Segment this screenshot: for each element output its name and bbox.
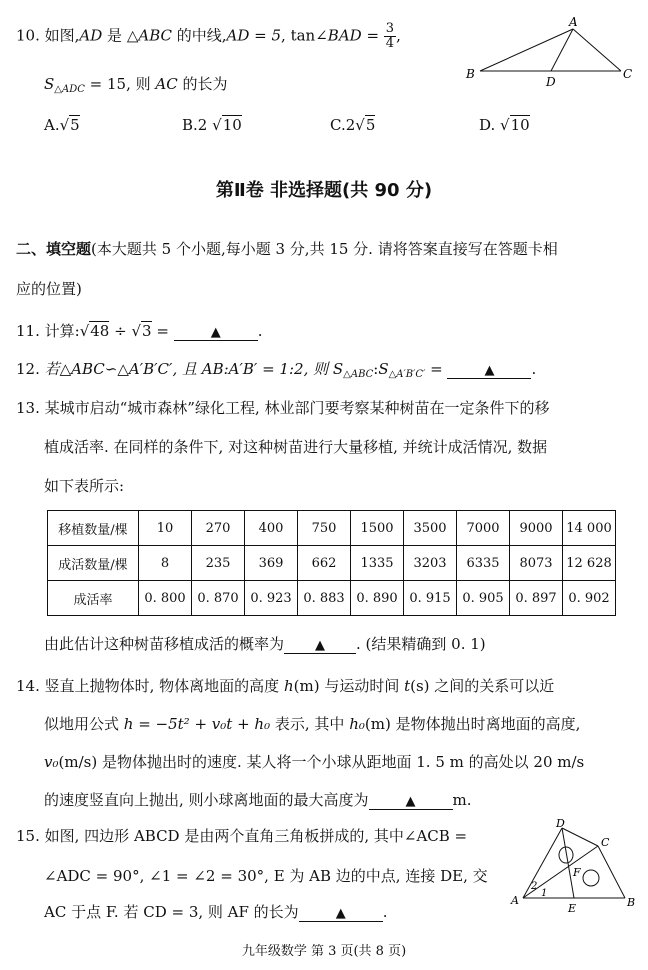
table-cell: 662 [298,546,351,581]
section-title: 第Ⅱ卷 非选择题(共 90 分) [215,180,433,201]
sqrt-symbol: √ [355,116,365,134]
table-cell: 8073 [510,546,563,581]
table-cell: 235 [192,546,245,581]
table-cell: 0. 870 [192,581,245,616]
q10-option-b [182,116,242,134]
answer-triangle-icon: ▲ [405,794,416,809]
table-cell: 369 [245,546,298,581]
q10-var: ABC [138,26,172,45]
q10-option-a [44,116,80,134]
q14-formula: h = −5t² + v₀t + h₀ [123,715,271,733]
fig-label-f: F [573,866,581,879]
fig-label-b: B [466,67,475,81]
q10-text: 是 △ [102,26,139,45]
q11-number: 11. [16,322,40,340]
table-cell: 12 628 [563,546,616,581]
table-cell: 0. 915 [404,581,457,616]
q12-area-symbol: S [378,360,389,378]
q10-number: 10. [16,26,40,45]
q14-text: 表示, 其中 [270,715,350,733]
fig-label-d: D [556,817,565,830]
option-label: A. [44,116,60,134]
q12-area-sub: △A′B′C′ [388,369,426,380]
q13-after-table [44,634,486,654]
q10-var: BAD [327,26,362,45]
table-cell: 3203 [404,546,457,581]
table-cell: 0. 897 [510,581,563,616]
survival-rate-table [47,510,616,616]
q11-text: . [257,322,263,340]
table-cell: 9000 [510,511,563,546]
q14-text: (m) 是物体抛出时离地面的高度, [364,715,581,733]
q14-line2 [44,714,580,734]
q12-text: : [373,360,379,378]
q14-var: h₀ [349,715,365,733]
q14-var: h [283,677,294,695]
q14-answer-blank[interactable] [369,791,453,810]
answer-triangle-icon: ▲ [484,363,495,378]
q12-number: 12. [16,360,40,378]
q11-radicand: 48 [90,322,110,340]
option-radicand: 5 [365,116,376,134]
q11-text: ÷ [109,322,132,340]
table-row-header: 成活率 [48,581,139,616]
q10-text: = 15, 则 [84,75,156,93]
q10-text: 如图, [44,26,80,45]
q15-text: ∠ADC = 90°, ∠1 = ∠2 = 30°, E 为 AB 边的中点, 连接 DE, 交 [44,867,488,885]
q14-text: (s) 之间的关系可以近 [410,677,555,695]
q13-line2 [44,437,547,457]
q14-line3 [44,752,584,772]
q14-line1 [16,676,554,696]
table-cell: 0. 883 [298,581,351,616]
table-cell: 14 000 [563,511,616,546]
option-label: C. [330,116,346,134]
q13-text: 如下表所示: [44,477,125,495]
part2-line2 [16,279,82,299]
q13-text: . (结果精确到 0. 1) [356,635,486,653]
q10-var: AC [155,75,178,93]
answer-triangle-icon: ▲ [335,906,346,921]
option-radicand: 5 [70,116,80,134]
table-cell: 7000 [457,511,510,546]
answer-triangle-icon: ▲ [315,638,326,653]
q10-line2 [44,74,227,100]
option-label: B. [182,116,198,134]
q14-text: (m/s) 是物体抛出时的速度. 某人将一个小球从距地面 1. 5 m 的高处以 20 m/s [58,753,585,771]
table-cell: 0. 905 [457,581,510,616]
q11-text: = [151,322,174,340]
q15-number: 15. [16,827,40,845]
q14-text: 似地用公式 [44,715,124,733]
q12-text: = [425,360,448,378]
option-coef: 2 [345,116,356,134]
q10-option-d [479,116,530,134]
q15-quadrilateral-figure [503,816,648,918]
q12-text: 若△ABC∽△A′B′C′, 且 AB:A′B′ = 1:2, 则 [44,360,333,378]
q13-line3 [44,476,124,496]
table-cell: 0. 890 [351,581,404,616]
answer-triangle-icon: ▲ [210,325,221,340]
fig-label-d: D [546,75,556,89]
part2-instructions: (本大题共 5 个小题,每小题 3 分,共 15 分. 请将答案直接写在答题卡相 [91,240,558,258]
q10-fraction [384,22,396,51]
q13-text: 植成活率. 在同样的条件下, 对这种树苗进行大量移植, 并统计成活情况, 数据 [44,438,548,456]
table-row [48,546,616,581]
q12-area-symbol: S [332,360,344,378]
part2-line1 [16,239,558,259]
fig-label-b: B [627,896,636,909]
q13-text: 由此估计这种树苗移植成活的概率为 [44,635,285,653]
option-coef: 2 [197,116,208,134]
sqrt-symbol: √ [500,116,510,134]
page-footer: 九年级数学 第 3 页(共 8 页) [241,944,407,959]
q10-text: , [396,26,401,45]
fig-label-c: C [623,67,633,81]
q10-text: 的中线, [171,26,227,45]
q10-text: 的长为 [177,75,228,93]
table-cell: 1500 [351,511,404,546]
q12 [16,359,536,385]
q13-answer-blank[interactable] [284,635,356,654]
q15-line3 [44,902,387,922]
table-cell: 0. 923 [245,581,298,616]
frac-denominator: 4 [385,36,395,51]
q14-number: 14. [16,677,40,695]
table-row-header: 移植数量/棵 [48,511,139,546]
q10-var: AD [79,26,103,45]
table-cell: 0. 800 [139,581,192,616]
table-cell: 750 [298,511,351,546]
q10-triangle-figure [462,14,642,94]
table-row [48,511,616,546]
option-label: D. [479,116,496,134]
q15-text: AC 于点 F. 若 CD = 3, 则 AF 的长为 [44,903,299,921]
q10-area-sub: △ADC [54,84,85,95]
sqrt-symbol: √ [212,116,222,134]
q11-radicand: 3 [142,322,152,340]
q12-text: . [531,360,537,378]
q15-text: 如图, 四边形 ABCD 是由两个直角三角板拼成的, 其中∠ACB = [44,827,468,845]
q11-answer-blank[interactable] [174,322,258,341]
q14-var: t [404,677,411,695]
table-cell: 1335 [351,546,404,581]
table-cell: 10 [139,511,192,546]
q14-text: (m) 与运动时间 [293,677,405,695]
table-cell: 0. 902 [563,581,616,616]
table-cell: 8 [139,546,192,581]
option-radicand: 10 [510,116,530,134]
table-row [48,581,616,616]
part2-instructions-cont: 应的位置) [16,280,82,298]
fig-label-c: C [601,836,610,849]
fig-label-a: A [569,15,578,29]
q15-line2 [44,866,488,886]
sqrt-symbol: √ [79,322,90,340]
option-radicand: 10 [222,116,242,134]
q14-text: 竖直上抛物体时, 物体离地面的高度 [44,677,284,695]
q15-answer-blank[interactable] [299,903,383,922]
q13-number: 13. [16,399,40,417]
q15-text: . [382,903,388,921]
sqrt-symbol: √ [131,322,142,340]
q14-var: v₀ [44,753,59,771]
part2-heading: 二、填空题 [16,240,92,258]
q12-answer-blank[interactable] [447,360,531,379]
q10-text: , tan∠ [281,26,328,45]
q10-var: AD = 5 [226,26,282,45]
q14-line4 [44,790,472,810]
q10-line1 [16,22,401,51]
fig-label-a: A [511,894,519,907]
q14-text: 的速度竖直向上抛出, 则小球离地面的最大高度为 [44,791,369,809]
q11 [16,321,262,341]
table-row-header: 成活数量/棵 [48,546,139,581]
q13-line1 [16,398,550,418]
table-cell: 270 [192,511,245,546]
q13-text: 某城市启动“城市森林”绿化工程, 林业部门要考察某种树苗在一定条件下的移 [44,399,550,417]
fig-angle-1: 1 [541,888,548,899]
table-cell: 3500 [404,511,457,546]
q10-text: = [361,26,384,45]
q14-text: m. [452,791,472,809]
q11-text: 计算: [44,322,80,340]
table-cell: 6335 [457,546,510,581]
q15-line1 [16,826,467,846]
fig-angle-2: 2 [531,881,538,892]
sqrt-symbol: √ [59,116,70,134]
q10-option-c [330,116,375,134]
fig-label-e: E [568,902,577,915]
table-cell: 400 [245,511,298,546]
q12-area-sub: △ABC [343,369,374,380]
frac-numerator: 3 [385,21,395,36]
q10-area-symbol: S [44,75,55,93]
